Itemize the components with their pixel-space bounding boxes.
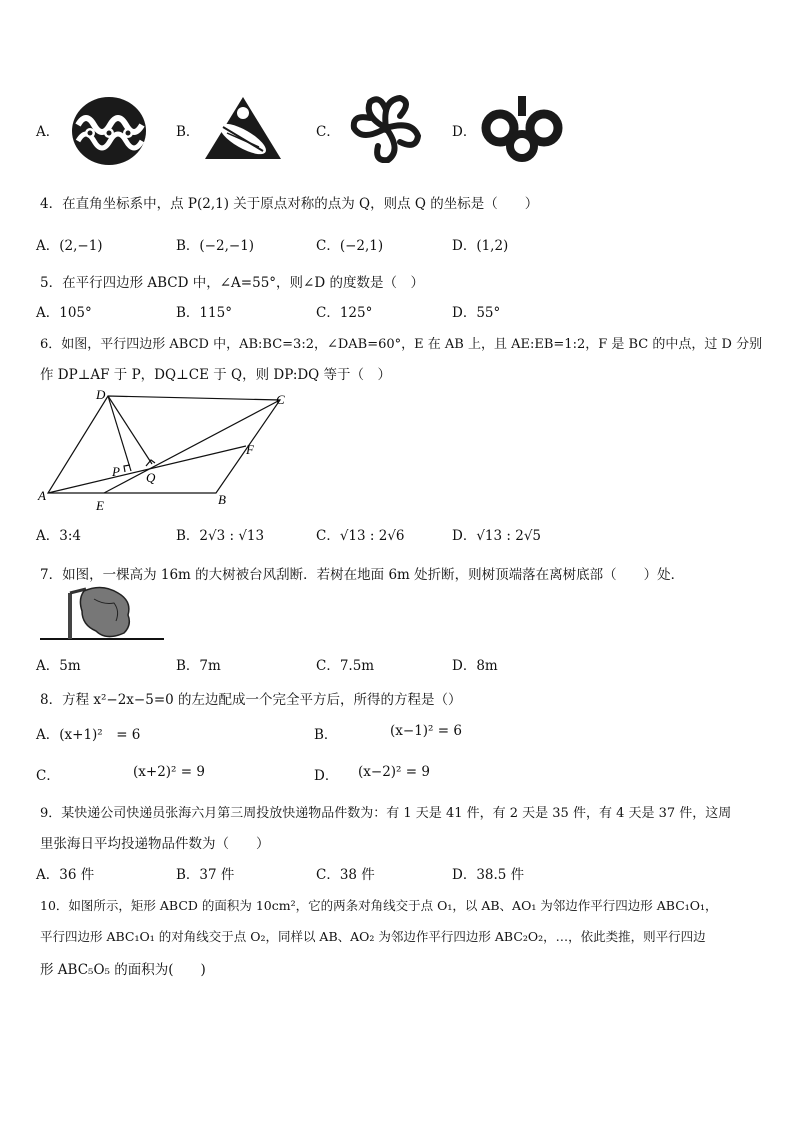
pinwheel-flower-icon: [350, 93, 422, 167]
broken-tree-figure: [38, 585, 166, 649]
q8-option-b: (x−1)² = 6: [390, 723, 462, 739]
three-rings-icon: [480, 94, 564, 166]
q7-option-a: A．5m: [36, 658, 81, 674]
q9-option-d: D．38.5 件: [452, 867, 525, 883]
q6-option-d: D．√13 : 2√5: [452, 528, 542, 544]
wave-circle-icon: [70, 95, 148, 171]
q9-text-line1: 9．某快递公司快递员张海六月第三周投放快递物品件数为：有 1 天是 41 件，有 2 天是 35 件，有 4 天是 37 件，这周: [40, 806, 732, 821]
q7-text: 7．如图，一棵高为 16m 的大树被台风刮断．若树在地面 6m 处折断，则树顶端落在离树底部（ ）处．: [40, 567, 685, 583]
q4-option-d: D．(1,2): [452, 238, 509, 254]
q5-option-a: A．105°: [36, 305, 92, 321]
q8-option-a: A．(x+1)² = 6: [36, 727, 141, 743]
q10-text-line2: 平行四边形 ABC₁O₁ 的对角线交于点 O₂，同样以 AB、AO₂ 为邻边作平行四边形 ABC₂O₂，…，依此类推，则平行四边: [40, 929, 706, 944]
q7-option-b: B．7m: [176, 658, 221, 674]
q3-option-a-label: A．: [36, 124, 60, 140]
q4-option-a: A．(2,−1): [36, 238, 103, 254]
q8-text: 8．方程 x²−2x−5=0 的左边配成一个完全平方后，所得的方程是（）: [40, 692, 462, 708]
q10-text-line1: 10．如图所示，矩形 ABCD 的面积为 10cm²，它的两条对角线交于点 O₁，以 AB、AO₁ 为邻边作平行四边形 ABC₁O₁，: [40, 898, 718, 913]
q6-option-a: A．3:4: [36, 528, 81, 544]
label-c: C: [276, 392, 285, 407]
q6-option-c: C．√13 : 2√6: [316, 528, 405, 544]
q3-option-c-label: C．: [316, 124, 340, 140]
label-q: Q: [146, 470, 156, 485]
label-p: P: [112, 464, 120, 479]
q4-option-c: C．(−2,1): [316, 238, 384, 254]
q5-text: 5．在平行四边形 ABCD 中，∠A=55°，则∠D 的度数是（ ）: [40, 275, 424, 291]
q7-option-d: D．8m: [452, 658, 498, 674]
label-d: D: [96, 387, 106, 402]
q8-option-c-label: C．: [36, 768, 60, 784]
q10-text-line3: 形 ABC₅O₅ 的面积为( ): [40, 962, 206, 978]
triangle-feather-icon: [203, 95, 283, 165]
q7-option-c: C．7.5m: [316, 658, 375, 674]
q8-option-c: (x+2)² = 9: [133, 764, 205, 780]
parallelogram-figure: [34, 386, 294, 520]
q6-text-line1: 6．如图，平行四边形 ABCD 中，AB:BC=3:2，∠DAB=60°，E 在 AB 上，且 AE:EB=1:2，F 是 BC 的中点，过 D 分别: [40, 337, 763, 352]
q3-option-b-label: B．: [176, 124, 200, 140]
q8-option-d: (x−2)² = 9: [358, 764, 430, 780]
label-b: B: [218, 492, 226, 507]
q9-option-c: C．38 件: [316, 867, 375, 883]
q6-text-line2: 作 DP⊥AF 于 P，DQ⊥CE 于 Q，则 DP:DQ 等于（ ）: [40, 367, 392, 383]
q8-option-d-label: D．: [314, 768, 339, 784]
q6-option-b: B．2√3 : √13: [176, 528, 265, 544]
q5-option-c: C．125°: [316, 305, 373, 321]
q5-option-b: B．115°: [176, 305, 232, 321]
q5-option-d: D．55°: [452, 305, 501, 321]
q9-option-b: B．37 件: [176, 867, 235, 883]
q8-option-b-label: B．: [314, 727, 338, 743]
label-a: A: [38, 488, 46, 503]
q3-option-d-label: D．: [452, 124, 477, 140]
q4-text: 4．在直角坐标系中，点 P(2,1) 关于原点对称的点为 Q，则点 Q 的坐标是（ ）: [40, 196, 539, 212]
q9-option-a: A．36 件: [36, 867, 95, 883]
q9-text-line2: 里张海日平均投递物品件数为（ ）: [40, 836, 270, 852]
q4-option-b: B．(−2,−1): [176, 238, 255, 254]
label-e: E: [96, 498, 104, 513]
label-f: F: [246, 442, 254, 457]
